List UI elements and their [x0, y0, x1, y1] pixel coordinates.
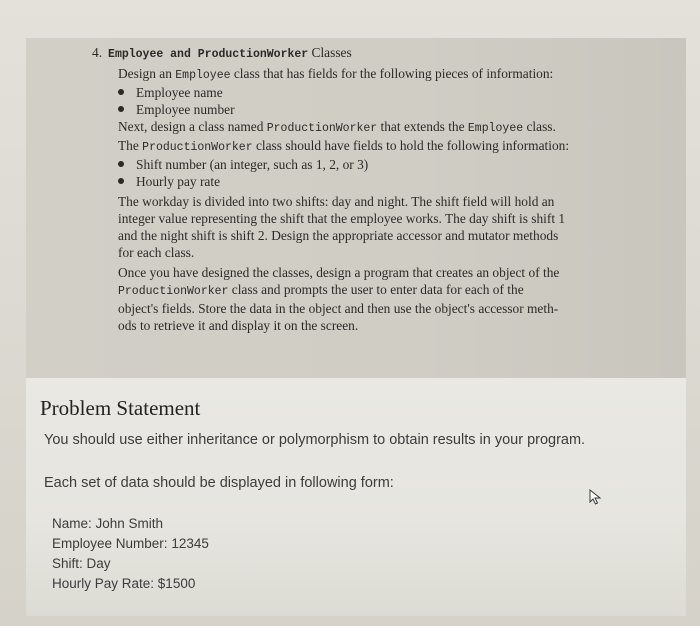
exercise-title-tail: Classes [308, 45, 352, 60]
paragraph-design-employee [118, 65, 632, 84]
bullet-icon [118, 178, 124, 184]
book-exercise-text [92, 44, 632, 334]
output-label: Shift: [52, 556, 87, 571]
sample-output-block [52, 514, 209, 594]
code-fragment: ProductionWorker [118, 285, 229, 298]
bullet-icon [118, 89, 124, 95]
text-fragment: Design an [118, 66, 176, 81]
text-fragment: class and prompts the user to enter data for each of the [228, 282, 524, 297]
exercise-heading [92, 44, 632, 63]
text-fragment: class. [523, 119, 556, 134]
bullet-icon [118, 106, 124, 112]
output-shift-row [52, 554, 209, 574]
bullet-list-worker-fields [92, 156, 632, 190]
bullet-icon [118, 161, 124, 167]
code-fragment: Employee [175, 69, 231, 82]
list-item [118, 173, 632, 190]
text-line: ods to retrieve it and display it on the screen. [118, 318, 359, 333]
output-number-row [52, 534, 209, 554]
bullet-list-employee-fields [92, 84, 632, 118]
list-item [118, 84, 632, 101]
output-name-row [52, 514, 209, 534]
list-item [118, 156, 632, 173]
code-fragment: Employee [467, 122, 524, 135]
list-item [118, 101, 632, 118]
output-value: John Smith [95, 516, 164, 531]
problem-statement-title: Problem Statement [40, 396, 201, 420]
code-fragment: ProductionWorker [266, 122, 378, 135]
text-fragment: that extends the [377, 119, 468, 134]
problem-format-line: Each set of data should be displayed in following form: [44, 475, 394, 491]
output-value: Day [86, 556, 111, 571]
paragraph-design-productionworker [118, 118, 632, 137]
code-fragment: ProductionWorker [142, 141, 253, 154]
paragraph-program [92, 264, 632, 334]
problem-requirement-line: You should use either inheritance or polymorphism to obtain results in your program. [44, 432, 586, 448]
text-line [118, 281, 632, 300]
text-line: Once you have designed the classes, design a program that creates an object of the [118, 265, 560, 280]
list-item-label: Hourly pay rate [136, 174, 221, 189]
output-rate-row [52, 574, 209, 594]
text-line: for each class. [118, 245, 195, 260]
exercise-title-code: Employee and ProductionWorker [108, 48, 309, 61]
output-label: Employee Number: [52, 536, 172, 551]
exercise-number: 4. [92, 45, 103, 60]
text-line: object's fields. Store the data in the object and then use the object's accessor meth- [118, 301, 559, 316]
list-item-label: Shift number (an integer, such as 1, 2, or 3) [136, 157, 369, 172]
text-fragment: class that has fields for the following pieces of information: [230, 66, 554, 81]
output-value: $1500 [157, 576, 196, 591]
text-line: integer value representing the shift that the employee works. The day shift is shift 1 [118, 211, 566, 226]
mouse-pointer-icon [589, 489, 603, 505]
text-line: The workday is divided into two shifts: day and night. The shift field will hold an [118, 194, 555, 209]
output-value: 12345 [171, 536, 209, 551]
paragraph-productionworker-fields [118, 137, 632, 156]
list-item-label: Employee number [136, 102, 235, 117]
text-fragment: The [118, 138, 143, 153]
paragraph-workday [92, 193, 632, 261]
output-label: Hourly Pay Rate: [52, 576, 158, 591]
output-label: Name: [52, 516, 96, 531]
text-line: and the night shift is shift 2. Design the appropriate accessor and mutator methods [118, 228, 559, 243]
text-fragment: Next, design a class named [118, 119, 267, 134]
list-item-label: Employee name [136, 85, 223, 100]
text-fragment: class should have fields to hold the following information: [252, 138, 570, 153]
